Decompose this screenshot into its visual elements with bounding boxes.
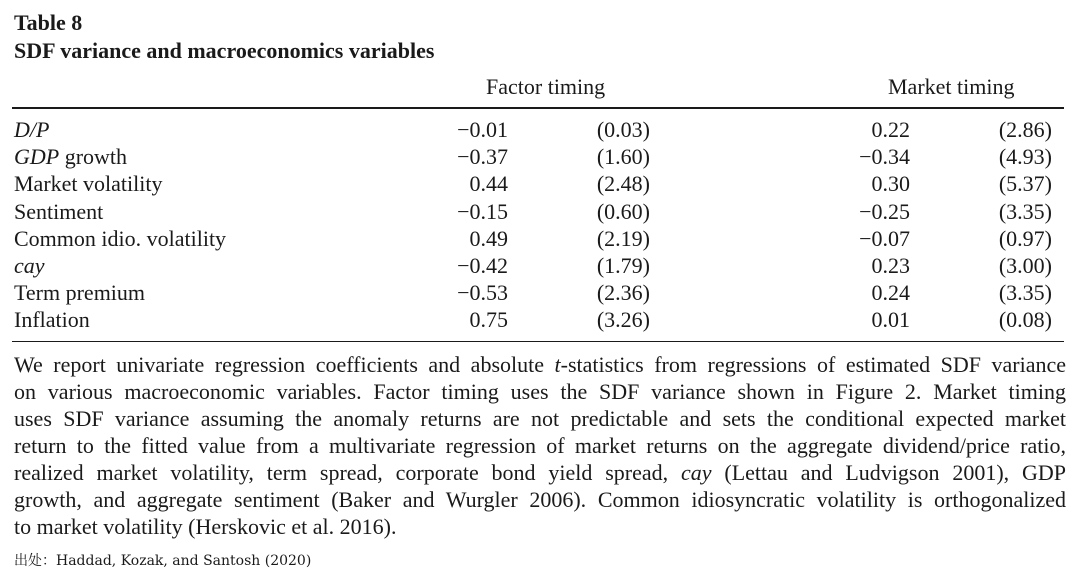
notes-line: growth, and aggregate sentiment (Baker and Wurgler 2006). Common idiosyncratic volatility is orthogonalized — [14, 487, 1066, 512]
factor-coefficient: −0.15 — [457, 198, 508, 224]
market-coefficient: 0.24 — [871, 280, 910, 306]
table-row — [0, 199, 1080, 226]
market-coefficient: 0.30 — [871, 171, 910, 197]
notes-line: on various macroeconomic variables. Factor timing uses the SDF variance shown in Figure 2. Market timing — [14, 379, 1066, 404]
factor-t-stat: (2.36) — [596, 280, 650, 306]
market-coefficient: −0.07 — [859, 225, 910, 251]
market-t-stat: (3.35) — [998, 280, 1052, 306]
factor-coefficient: 0.49 — [469, 225, 508, 251]
table-row — [0, 280, 1080, 307]
factor-t-stat: (1.79) — [596, 252, 650, 278]
variable-name: GDP growth — [14, 144, 128, 170]
market-coefficient: 0.01 — [871, 307, 910, 333]
table-row — [0, 226, 1080, 253]
notes-line: We report univariate regression coefficients and absolute t-statistics from regressions of estimated SDF variance — [14, 352, 1066, 377]
table-label: Table 8 — [14, 10, 83, 35]
market-coefficient: −0.34 — [859, 144, 910, 170]
table-body — [0, 117, 1080, 335]
market-timing-header: Market timing — [888, 74, 1015, 99]
factor-t-stat: (3.26) — [596, 307, 650, 333]
variable-name: Common idio. volatility — [14, 225, 227, 251]
factor-coefficient: −0.01 — [457, 117, 508, 142]
market-t-stat: (0.08) — [998, 307, 1052, 333]
factor-timing-header: Factor timing — [486, 74, 606, 99]
source-citation: 出处：Haddad, Kozak, and Santosh (2020) — [14, 553, 312, 569]
market-t-stat: (3.35) — [998, 198, 1052, 224]
variable-name: Market volatility — [14, 171, 163, 197]
table-row — [0, 171, 1080, 198]
variable-name: Sentiment — [14, 198, 104, 224]
notes-line: realized market volatility, term spread, corporate bond yield spread, cay (Lettau and Ludvigson 2001), GDP — [14, 460, 1067, 485]
factor-coefficient: −0.53 — [457, 280, 508, 306]
factor-coefficient: 0.44 — [469, 171, 508, 197]
table-row — [0, 144, 1080, 171]
variable-name: Inflation — [14, 307, 90, 333]
notes-line: return to the fitted value from a multivariate regression of market returns on the aggregate dividend/price ratio, — [14, 433, 1066, 458]
factor-t-stat: (0.03) — [596, 117, 650, 142]
factor-t-stat: (2.19) — [596, 225, 650, 251]
factor-t-stat: (1.60) — [596, 144, 650, 170]
factor-t-stat: (0.60) — [596, 198, 650, 224]
table-row — [0, 117, 1080, 144]
notes-line: to market volatility (Herskovic et al. 2016). — [14, 514, 397, 539]
table-row — [0, 307, 1080, 334]
table-top-rule — [12, 107, 1064, 109]
market-coefficient: −0.25 — [859, 198, 910, 224]
market-coefficient: 0.22 — [871, 117, 910, 142]
factor-coefficient: −0.42 — [457, 252, 508, 278]
market-t-stat: (2.86) — [998, 117, 1052, 142]
market-t-stat: (5.37) — [998, 171, 1052, 197]
market-coefficient: 0.23 — [871, 252, 910, 278]
market-t-stat: (3.00) — [998, 252, 1052, 278]
factor-t-stat: (2.48) — [596, 171, 650, 197]
factor-coefficient: −0.37 — [457, 144, 508, 170]
factor-coefficient: 0.75 — [469, 307, 508, 333]
notes-line: uses SDF variance assuming the anomaly returns are not predictable and sets the conditional expected market — [14, 406, 1066, 431]
market-t-stat: (4.93) — [998, 144, 1052, 170]
variable-name: Term premium — [14, 280, 146, 306]
table-row — [0, 253, 1080, 280]
market-t-stat: (0.97) — [998, 225, 1052, 251]
table-notes — [14, 351, 1066, 540]
variable-name: cay — [14, 252, 45, 278]
table-bottom-rule — [12, 341, 1064, 342]
table-title: SDF variance and macroeconomics variables — [14, 38, 435, 63]
variable-name: D/P — [14, 117, 50, 142]
